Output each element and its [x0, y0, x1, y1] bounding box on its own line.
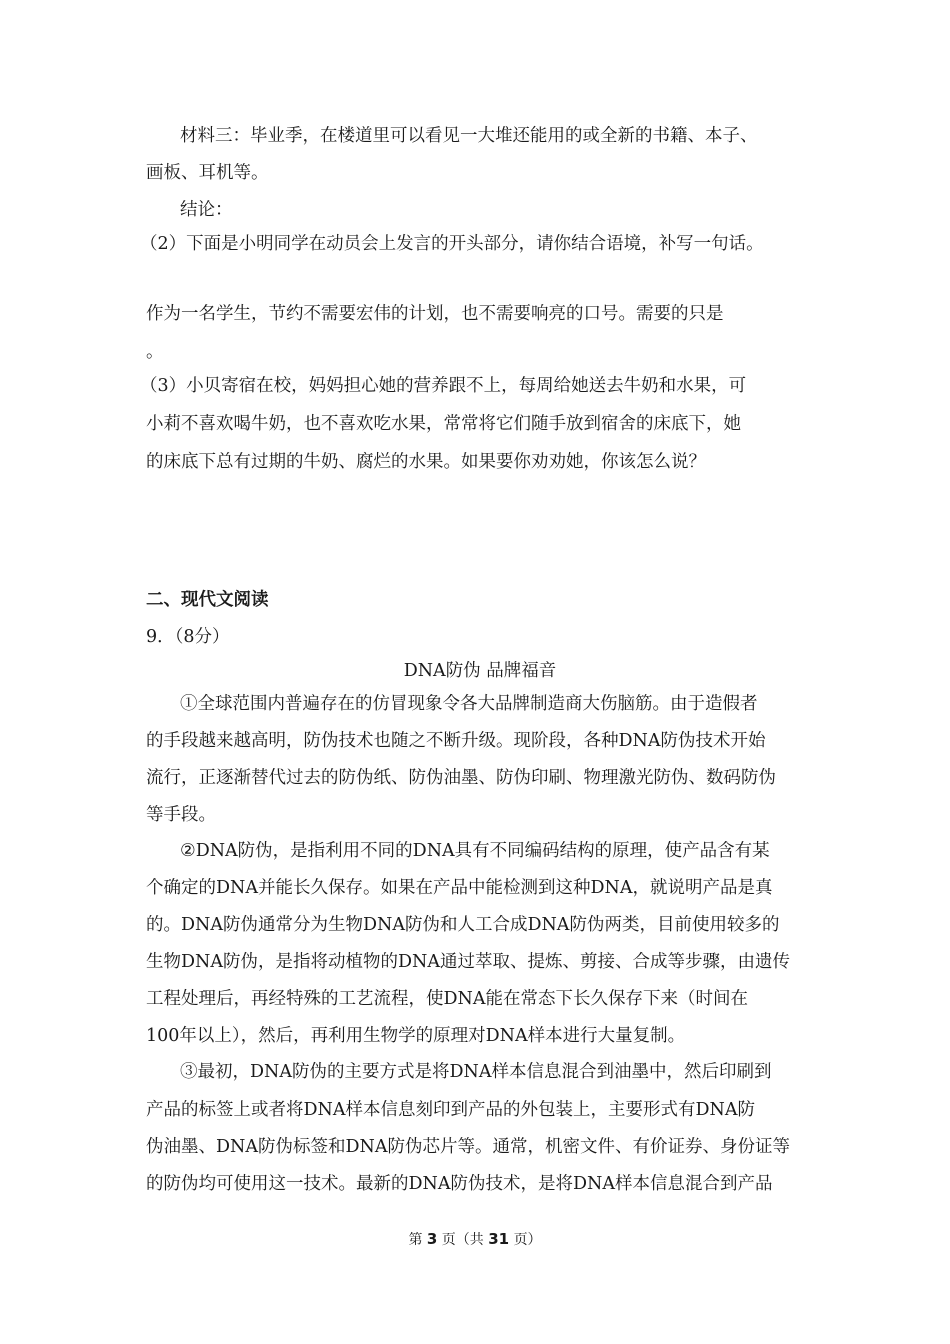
- footer-page-number: 3: [426, 1230, 438, 1248]
- article-title: DNA防伪 品牌福音: [403, 661, 557, 681]
- footer-suffix: 页）: [513, 1232, 542, 1248]
- page-footer: [0, 1229, 950, 1250]
- paragraph-1-line-3: 流行，正逐渐替代过去的防伪纸、防伪油墨、防伪印刷、物理激光防伪、数码防伪: [146, 768, 776, 788]
- paragraph-2-line-5: 工程处理后，再经特殊的工艺流程，使DNA能在常态下长久保存下来（时间在: [146, 989, 748, 1009]
- section-heading: 二、现代文阅读: [146, 590, 269, 610]
- paragraph-3-line-2: 产品的标签上或者将DNA样本信息刻印到产品的外包装上，主要形式有DNA防: [146, 1100, 755, 1120]
- paragraph-3-line-3: 伪油墨、DNA防伪标签和DNA防伪芯片等。通常，机密文件、有价证券、身份证等: [146, 1137, 790, 1157]
- question-2: （2）下面是小明同学在动员会上发言的开头部分，请你结合语境，补写一句话。: [140, 234, 764, 254]
- paragraph-2-line-6: 100年以上），然后，再利用生物学的原理对DNA样本进行大量复制。: [146, 1026, 686, 1046]
- question-9-label: 9．（8分）: [146, 627, 230, 647]
- material-3-line-2: 画板、耳机等。: [146, 163, 269, 183]
- footer-total-pages: 31: [488, 1230, 510, 1248]
- paragraph-1-line-1: ①全球范围内普遍存在的仿冒现象令各大品牌制造商大伤脑筋。由于造假者: [180, 694, 758, 714]
- paragraph-3-line-4: 的防伪均可使用这一技术。最新的DNA防伪技术，是将DNA样本信息混合到产品: [146, 1174, 773, 1194]
- paragraph-2-line-3: 的。DNA防伪通常分为生物DNA防伪和人工合成DNA防伪两类，目前使用较多的: [146, 915, 780, 935]
- paragraph-1-line-2: 的手段越来越高明，防伪技术也随之不断升级。现阶段，各种DNA防伪技术开始: [146, 731, 766, 751]
- paragraph-2-line-4: 生物DNA防伪，是指将动植物的DNA通过萃取、提炼、剪接、合成等步骤，由遗传: [146, 952, 790, 972]
- material-3-line-1: 材料三：毕业季，在楼道里可以看见一大堆还能用的或全新的书籍、本子、: [180, 126, 758, 146]
- paragraph-1-line-4: 等手段。: [146, 805, 216, 825]
- question-2-end: 。: [146, 342, 164, 362]
- question-2-text: 作为一名学生，节约不需要宏伟的计划，也不需要响亮的口号。需要的只是: [146, 304, 724, 324]
- question-3-line-2: 小莉不喜欢喝牛奶，也不喜欢吃水果，常常将它们随手放到宿舍的床底下，她: [146, 414, 741, 434]
- paragraph-2-line-1: ②DNA防伪，是指利用不同的DNA具有不同编码结构的原理，使产品含有某: [180, 841, 770, 861]
- footer-middle: 页（共: [441, 1232, 484, 1248]
- question-3-line-3: 的床底下总有过期的牛奶、腐烂的水果。如果要你劝劝她，你该怎么说？: [146, 452, 706, 472]
- paragraph-3-line-1: ③最初，DNA防伪的主要方式是将DNA样本信息混合到油墨中，然后印刷到: [180, 1062, 772, 1082]
- paragraph-2-line-2: 个确定的DNA并能长久保存。如果在产品中能检测到这种DNA，就说明产品是真: [146, 878, 773, 898]
- question-3-line-1: （3）小贝寄宿在校，妈妈担心她的营养跟不上，每周给她送去牛奶和水果，可: [140, 376, 747, 396]
- footer-prefix: 第: [408, 1232, 423, 1248]
- conclusion-label: 结论：: [180, 200, 233, 220]
